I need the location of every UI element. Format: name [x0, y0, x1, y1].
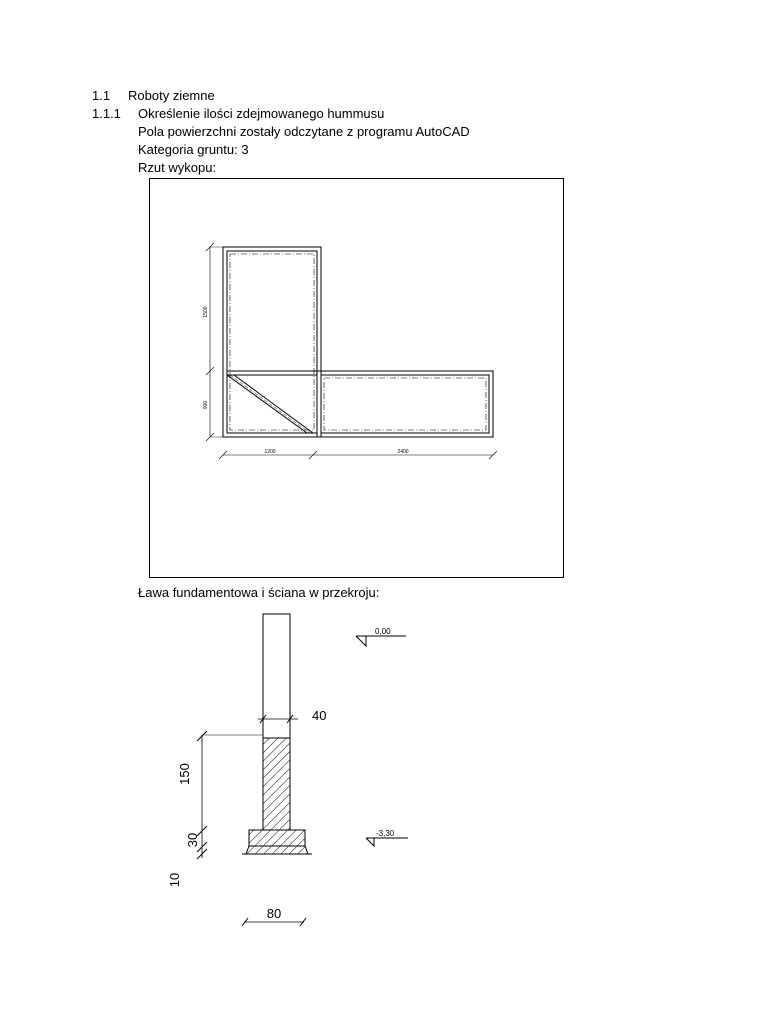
plan-diagonal-outer — [227, 375, 307, 433]
plan-horizontal-wing-outer — [317, 371, 493, 437]
plan-dim-horizontal-right: 2400 — [397, 449, 409, 455]
text-line-software: Pola powierzchni zostały odczytane z programu AutoCAD — [138, 124, 470, 139]
plan-horizontal-wing-inner — [321, 375, 489, 433]
dim-wall-label: 40 — [312, 708, 327, 723]
plan-dim-vertical-bottom: 900 — [203, 400, 209, 410]
wall-above-ground — [263, 614, 290, 738]
heading-1 — [92, 88, 215, 104]
excavation-plan-figure — [149, 178, 564, 578]
footing-base — [246, 846, 308, 854]
section-caption: Ława fundamentowa i ściana w przekroju: — [138, 585, 380, 600]
plan-dim-vertical-top: 1500 — [203, 306, 209, 318]
text-line-soil-category: Kategoria gruntu: 3 — [138, 142, 249, 157]
heading-2-title: Określenie ilości zdejmowanego hummusu — [138, 106, 385, 121]
foundation-section-drawing — [136, 608, 426, 938]
dim-10-label: 10 — [167, 872, 182, 888]
wall-hatched — [263, 738, 290, 830]
plan-horizontal-wing-axis — [324, 378, 486, 430]
heading-2-number: 1.1.1 — [92, 106, 121, 121]
plan-vertical-wing-axis — [230, 254, 314, 430]
level-bottom-label: -3,30 — [376, 829, 395, 838]
dim-150-label: 150 — [177, 763, 192, 785]
plan-vertical-wing-outer — [223, 247, 321, 437]
level-marker-top-arrow — [356, 636, 366, 646]
footing — [249, 830, 305, 846]
heading-1-title: Roboty ziemne — [128, 88, 215, 103]
plan-diagonal-inner — [234, 375, 313, 433]
text-line-plan-caption: Rzut wykopu: — [138, 160, 217, 175]
dim-30-label: 30 — [185, 832, 200, 848]
heading-2 — [92, 106, 385, 122]
level-top-label: 0,00 — [375, 627, 391, 636]
heading-1-number: 1.1 — [92, 88, 111, 103]
level-marker-bottom-arrow — [366, 838, 374, 846]
plan-dim-horizontal-left: 1200 — [264, 449, 276, 455]
plan-vertical-wing-inner — [227, 251, 317, 433]
excavation-plan-drawing — [150, 179, 563, 577]
dim-80-label: 80 — [266, 906, 282, 921]
foundation-section-figure — [136, 608, 426, 938]
